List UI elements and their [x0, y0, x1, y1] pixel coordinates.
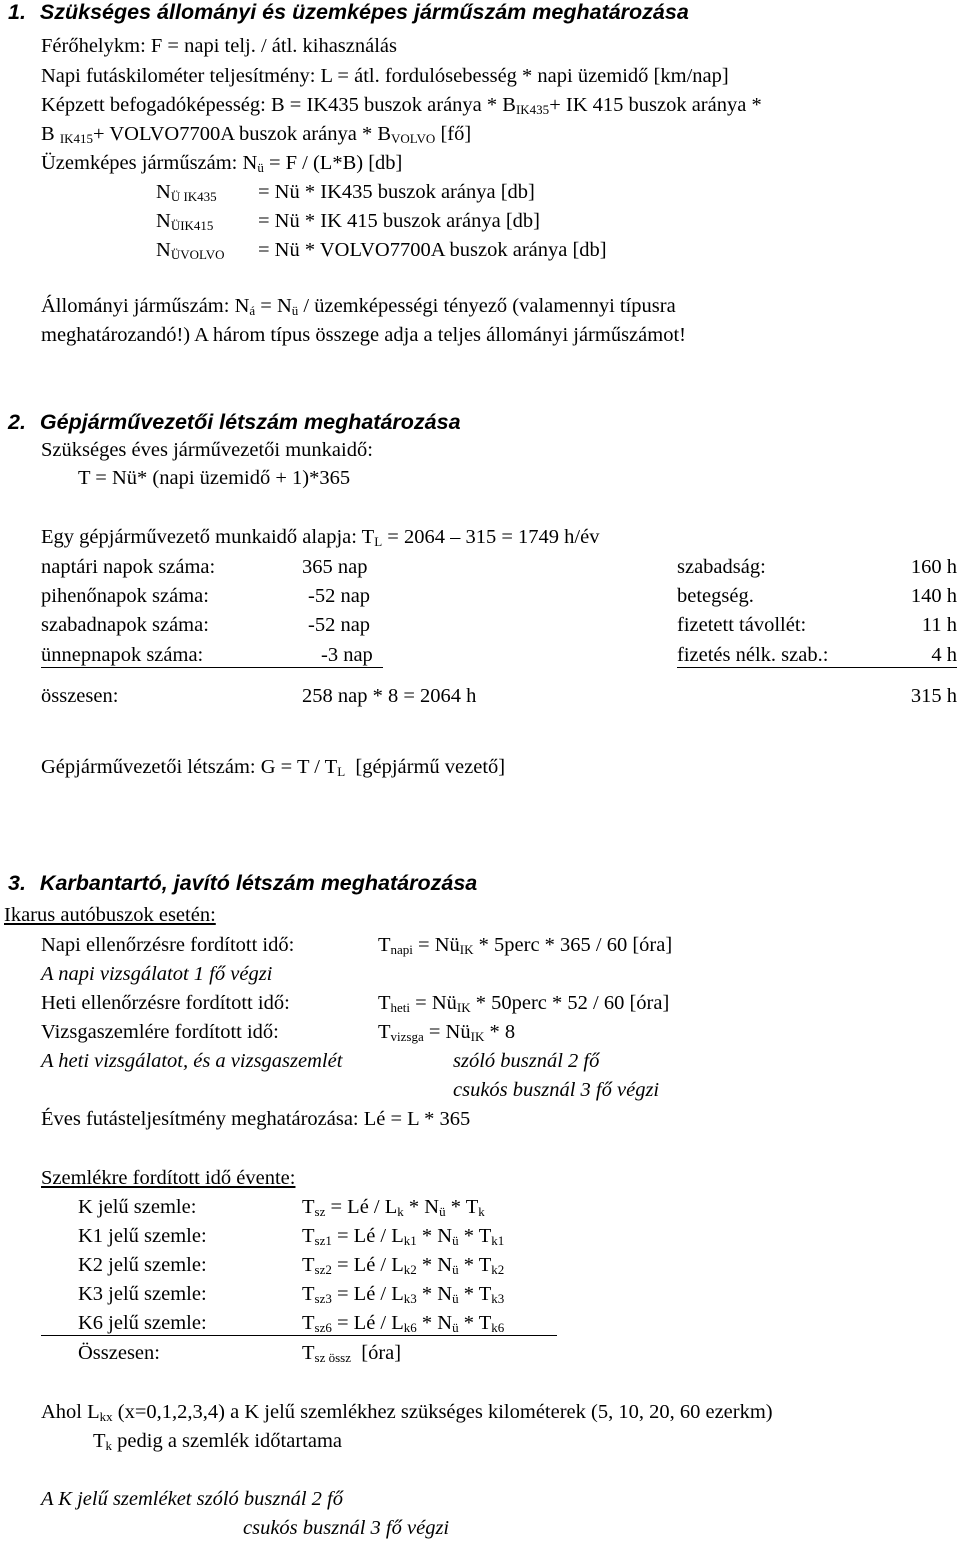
heti-ellenorzes-label: Heti ellenőrzésre fordított idő:: [41, 992, 290, 1014]
row-value-right: 160 h: [910, 556, 957, 578]
section-3-heading: [8, 873, 477, 895]
section-title: Karbantartó, javító létszám meghatározása: [39, 871, 478, 895]
nu-ik435-formula: = Nü * IK435 buszok aránya [db]: [258, 181, 535, 203]
section-number: 2.: [8, 410, 26, 434]
row-value-right: 11 h: [921, 614, 957, 636]
inspection-formula: $T_{sz}$ = Lé / $L_k * N_ü * T_k$: [302, 1196, 485, 1219]
napi-vizsgalat-note: A napi vizsgálatot 1 fő végzi: [41, 963, 273, 985]
total-value: 258 nap * 8 = 2064 h: [302, 685, 477, 707]
section-title: Gépjárművezetői létszám meghatározása: [39, 410, 461, 434]
osszesen-label: Összesen:: [78, 1342, 160, 1364]
row-label-right: fizetett távollét:: [677, 614, 807, 636]
inspection-label: K6 jelű szemle:: [78, 1312, 207, 1334]
ruled-inspection-row: [41, 1313, 557, 1336]
ferohelykm-line: Férőhelykm: F = napi telj. / átl. kihasználás: [41, 35, 398, 57]
szemlek-heading: Szemlékre fordított idő évente:: [41, 1167, 296, 1189]
ruled-row-right: [677, 645, 957, 668]
csukos-busz-note: csukós busznál 3 fő végzi: [453, 1079, 660, 1101]
row-label-right: betegség.: [677, 585, 754, 607]
allomanyi-note: meghatározandó!) A három típus összege adja a teljes állományi járműszámot!: [41, 324, 686, 346]
inspection-formula: $T_{sz1}$ = Lé / $L_{k1} * N_ü * T_{k1}$: [302, 1225, 505, 1248]
row-value-right: 4 h: [931, 644, 957, 666]
nu-volvo-formula: = Nü * VOLVO7700A buszok aránya [db]: [258, 239, 607, 261]
inspection-label: K1 jelű szemle:: [78, 1225, 207, 1247]
row-value: -52 nap: [308, 614, 371, 636]
eves-munkaido-line: Szükséges éves járművezetői munkaidő:: [41, 439, 373, 461]
inspection-formula: $T_{sz6}$ = Lé / $L_{k6} * N_ü * T_{k6}$: [302, 1312, 505, 1335]
nu-ik435-line: $N_{Ü IK435}$: [156, 181, 217, 204]
heti-vizsgalat-note: A heti vizsgálatot, és a vizsgaszemlét: [41, 1050, 343, 1072]
vizsgaszemle-formula: $T_{vizsga}$ = $Nü_{IK} * 8$: [378, 1021, 516, 1044]
gepjarmuvezetoi-letszam-line: Gépjárművezetői létszám: $G = T / T_L$ [gépjármű vezető]: [41, 756, 506, 779]
row-label: szabadnapok száma:: [41, 614, 209, 636]
munkaido-alap-line: Egy gépjárművezető munkaidő alapja: $T_L = 2064 - 315 = 1749$ h/év: [41, 526, 600, 549]
befogadokepesseg-line: Képzett befogadóképesség: B = IK435 buszok aránya * $B_{IK435}+$ IK 415 buszok aránya *: [41, 94, 762, 117]
section-number: 3.: [8, 871, 26, 895]
inspection-formula: $T_{sz3}$ = Lé / $L_{k3} * N_ü * T_{k3}$: [302, 1283, 505, 1306]
row-label: ünnepnapok száma:: [41, 644, 204, 666]
total-label: összesen:: [41, 685, 119, 707]
row-value: -52 nap: [308, 585, 371, 607]
inspection-label: K3 jelű szemle:: [78, 1283, 207, 1305]
eves-munkaido-formula: T = Nü* (napi üzemidő + 1)*365: [78, 467, 351, 489]
section-number: 1.: [8, 0, 26, 24]
szolo-busz-note: szóló busznál 2 fő: [453, 1050, 600, 1072]
section-1-heading: [8, 2, 689, 24]
row-value-right: 140 h: [910, 585, 957, 607]
tk-line: $T_k$ pedig a szemlék időtartama: [93, 1430, 342, 1453]
napi-futaskm-line: Napi futáskilométer teljesítmény: L = átl. fordulósebesség * napi üzemidő [km/nap]: [41, 65, 729, 87]
total-value-right: 315 h: [910, 685, 957, 707]
heti-ellenorzes-formula: $T_{heti}$ = $Nü_{IK}$ * 50perc * 52 / 60 [óra]: [378, 992, 670, 1015]
osszesen-formula: $T_{sz össz}$ [óra]: [302, 1342, 402, 1365]
inspection-label: K2 jelű szemle:: [78, 1254, 207, 1276]
eves-futasteljesitmeny-line: Éves futásteljesítmény meghatározása: Lé = L * 365: [41, 1108, 471, 1130]
row-label-right: szabadság:: [677, 556, 766, 578]
row-label: naptári napok száma:: [41, 556, 216, 578]
row-label-right: fizetés nélk. szab.:: [677, 644, 829, 666]
nu-ik415-formula: = Nü * IK 415 buszok aránya [db]: [258, 210, 540, 232]
inspection-formula: $T_{sz2}$ = Lé / $L_{k2} * N_ü * T_{k2}$: [302, 1254, 505, 1277]
napi-ellenorzes-formula: $T_{napi}$ = $Nü_{IK}$ * 5perc * 365 / 60 [óra]: [378, 934, 673, 957]
row-label: pihenőnapok száma:: [41, 585, 209, 607]
allomanyi-jarmuszam-line: Állományi járműszám: $N_á = N_ü$ / üzemképességi tényező (valamennyi típusra: [41, 295, 676, 318]
vizsgaszemle-label: Vizsgaszemlére fordított idő:: [41, 1021, 279, 1043]
befogadokepesseg-line-2: B $_{IK415}$+ VOLVO7700A buszok aránya * $B_{VOLVO}$ [fő]: [41, 123, 472, 146]
row-value: 365 nap: [302, 556, 368, 578]
row-value: -3 nap: [321, 644, 373, 666]
section-2-heading: [8, 412, 461, 434]
ruled-row-left: [41, 645, 383, 668]
section-title: Szükséges állományi és üzemképes járműszám meghatározása: [39, 0, 689, 24]
nu-ik415-line: $N_{ÜIK415}$: [156, 210, 214, 233]
ikarus-subheading: Ikarus autóbuszok esetén:: [4, 904, 216, 926]
nu-volvo-line: $N_{ÜVOLVO}$: [156, 239, 225, 262]
ahol-line: Ahol $L_{kx}$ (x=0,1,2,3,4) a K jelű szemlékhez szükséges kilométerek (5, 10, 20, 60 ezerkm): [41, 1401, 773, 1424]
k-szemle-note-2: csukós busznál 3 fő végzi: [243, 1517, 450, 1539]
k-szemle-note: A K jelű szemléket szóló busznál 2 fő: [41, 1488, 343, 1510]
inspection-label: K jelű szemle:: [78, 1196, 197, 1218]
uzemkepes-jarmuszam-line: Üzemképes járműszám: $N_ü = F / (L*B)$ [db]: [41, 152, 403, 175]
napi-ellenorzes-label: Napi ellenőrzésre fordított idő:: [41, 934, 295, 956]
